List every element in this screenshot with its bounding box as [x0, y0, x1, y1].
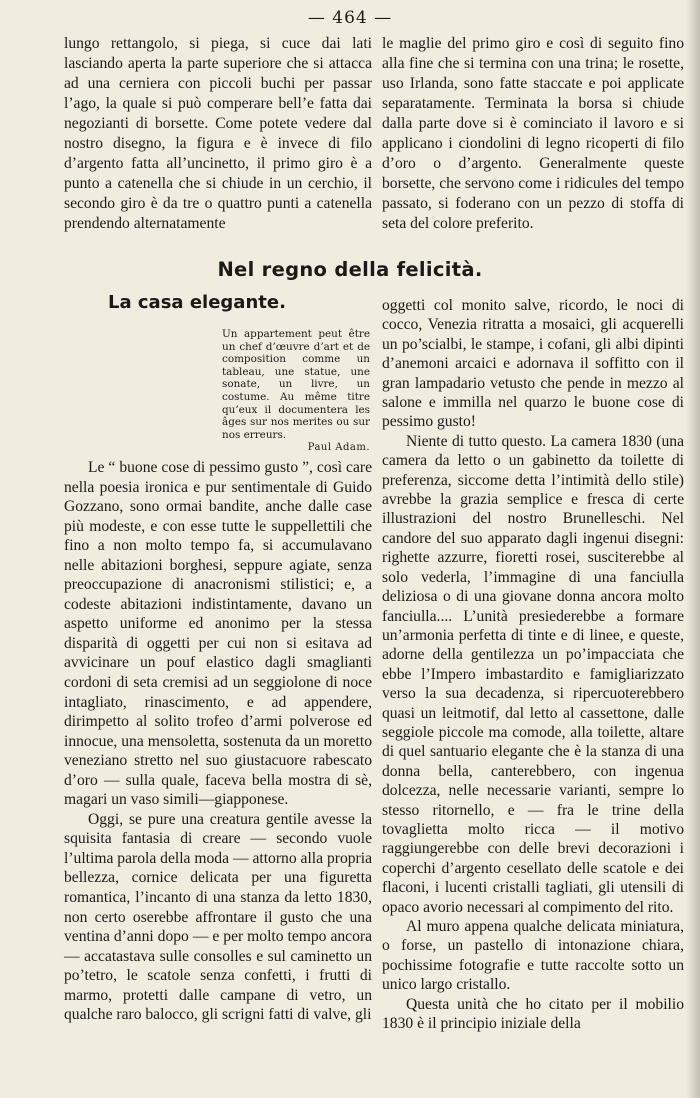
body-left-column — [64, 458, 372, 1025]
top-left-column — [64, 34, 372, 234]
page-number: — 464 — — [307, 8, 393, 28]
top-right-paragraph: le maglie del primo giro e così di seguito fino alla fine che si termina con una trina; le rosette, uso Irlanda, sono fatte staccate e poi applicate separatamente. Terminata la borsa si chiude dalla parte dove si è cominciato il lavoro e si applicano i ciondolini di legno ricoperti di filo d’oro o d’argento. Generalmente queste borsette, che servono come i ridicules del tempo passato, si foderano con un pezzo di stoffa di seta del colore preferito. — [382, 35, 684, 232]
epigraph-author: Paul Adam. — [307, 442, 370, 454]
top-left-paragraph: lungo rettangolo, si piega, si cuce dai lati lasciando aperta la parte superiore che si attacca ad una cerniera con piccoli buchi per passar l’ago, la quale si può comperare bell’e fatta dai negozianti di borsette. Come potete vedere dal nostro disegno, la figura e è invece di filo d’argento fatta all’uncinetto, il primo giro è a punto a catenella che si chiude in un cerchio, il secondo giro è da tre o quattro punti a catenella prendendo alternatamente — [64, 35, 372, 232]
top-right-column — [382, 34, 684, 234]
epigraph-text: Un appartement peut être un chef d’œuvre d’art et de composition comme un tableau, une statue, une sonate, un livre, un costume. Au même titre qu’eux il documentera les âges sur nos merites ou sur nos erreurs. — [222, 328, 370, 441]
page-edge-shadow — [686, 0, 700, 1098]
section-title: Nel regno della felicità. — [217, 258, 483, 281]
body-right-column — [382, 296, 684, 1033]
body-left-paragraph-2: Oggi, se pure una creatura gentile avesse la squisita fantasia di creare — secondo vuole l’ultima parola della moda — attorno alla propria bellezza, cornice delicata per una figuretta romantica, l’incanto di una stanza da letto 1830, non certo oserebbe affrontare il gusto che una ventina d’anni dopo — e per molto tempo ancora — accatastava sulle consolles e sul caminetto un po’tetro, le scatole senza confetti, i frutti di marmo, protetti dalle campane di vetro, un qualche raro balocco, gli scrigni fatti di valve, gli — [64, 810, 372, 1024]
body-right-paragraph-4: Questa unità che ho citato per il mobilio 1830 è il principio iniziale della — [382, 995, 684, 1033]
epigraph — [222, 328, 370, 455]
body-right-paragraph-1: oggetti col monito salve, ricordo, le noci di cocco, Venezia ritratta a mosaici, gli acquerelli un po’scialbi, le stampe, i cofani, gli albi dipinti d’anemoni arcaici e adornava il soffitto con il gran lampadario vetusto che pende in mezzo al salone e immilla nel quarzo le buone cose di pessimo gusto! — [382, 297, 684, 431]
article-title: La casa elegante. — [108, 292, 286, 313]
body-left-paragraph-1: Le “ buone cose di pessimo gusto ”, così care nella poesia ironica e pur sentimentale di Guido Gozzano, sono ormai bandite, anche dalle case più modeste, e con esse tutte le suppellettili che fino a non molto tempo fa, si accumulavano nelle abitazioni borghesi, seppure agiate, senza preoccupazione di anacronismi stilistici; e, a codeste abitazioni indistintamente, davano un aspetto uniforme ed anonimo per la stessa disparità di oggetti per cui non si esitava ad avvicinare un pouf elastico dagli smaglianti cordoni di seta cremisi ad un seggiolone di noce intagliato, rinascimento, e ad appendere, dirimpetto al solito trofeo d’armi polverose ed innocue, una mensoletta, sostenuta da un moretto veneziano stretto nel suo giustacuore rabescato d’oro — sulla quale, faceva bella mostra di sè, magari un vaso simili—giapponese. — [64, 459, 372, 809]
body-right-paragraph-3: Al muro appena qualche delicata miniatura, o forse, un pastello di intonazione chiara, pochissime fotografie e tutte raccolte sotto un unico largo cristallo. — [382, 918, 684, 994]
body-right-paragraph-2: Niente di tutto questo. La camera 1830 (una camera da letto o un gabinetto da toilette di preferenza, siccome detta l’intimità dello stile) avrebbe la grazia semplice e fresca di certe illustrazioni del nostro Brunelleschi. Nel candore del suo apparato dagli ingenui disegni: righette azzurre, fioretti rosei, susciterebbe al solo vederla, l’immagine di una fanciulla deliziosa o di una giovane donna ancora molto fanciulla.... L’unità presiederebbe a formare un’armonia perfetta di tinte e di linee, e queste, adorne della gentilezza un po’impacciata che ebbe l’Impero imbastardito e famigliarizzato verso la sua decadenza, si ripercuoterebbero quasi un leitmotif, dal letto al cassettone, dalle seggiole piccole ma comode, alla toilette, altare di quel santuario elegante che è la stanza di una donna bella, canterebbero, con ingenua dolcezza, nelle necessarie varianti, sempre lo stesso ritornello, e — fra le trine della tovaglietta molto ricca — il motivo raggiungerebbe con delle brevi decorazioni i coperchi d’argento cesellato delle scatole e dei flaconi, i lucenti cristalli tagliati, gli utensili di opaco avorio necessari al compimento del rito. — [382, 432, 684, 916]
